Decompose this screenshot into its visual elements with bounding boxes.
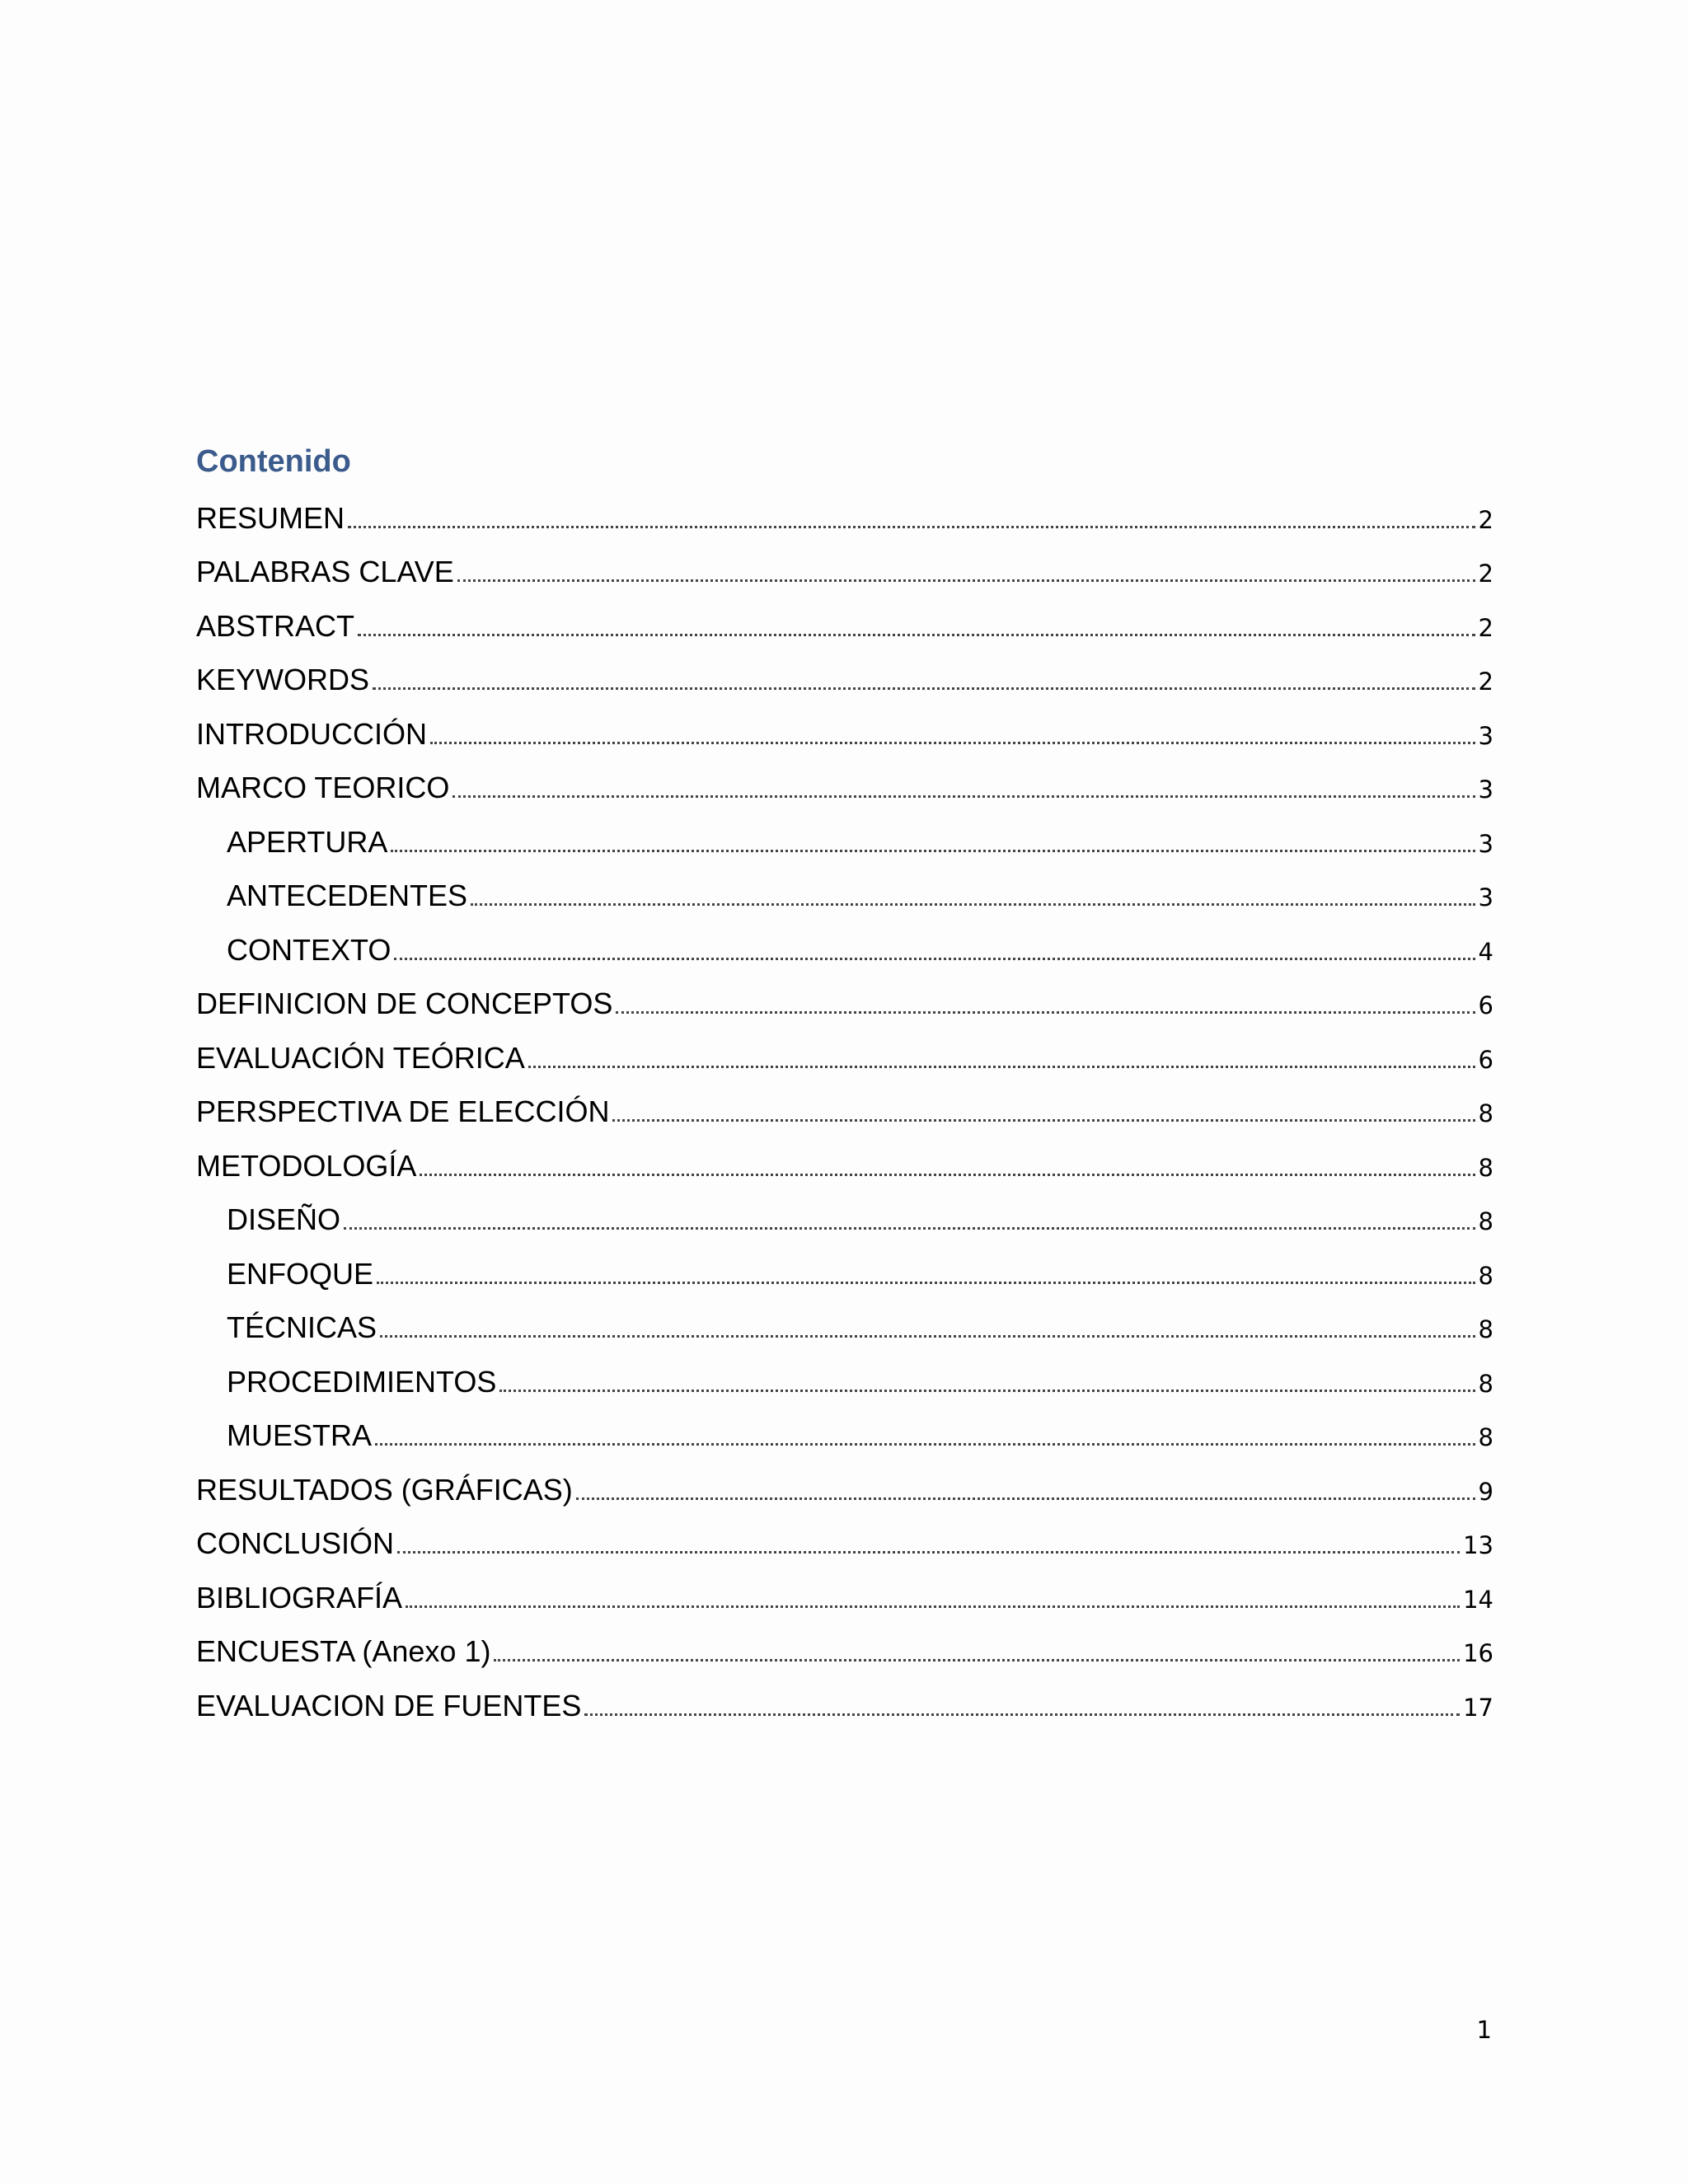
dot-leader <box>528 1066 1475 1068</box>
toc-entry-title: APERTURA <box>227 824 388 859</box>
toc-heading: Contenido <box>196 444 351 479</box>
toc-entry-page: 16 <box>1463 1639 1493 1667</box>
dot-leader <box>406 1605 1460 1608</box>
dot-leader <box>397 1551 1460 1554</box>
toc-entry-title: KEYWORDS <box>196 663 370 696</box>
toc-entry-title: CONCLUSIÓN <box>196 1526 395 1560</box>
dot-leader <box>584 1713 1460 1716</box>
toc-entry-page: 2 <box>1478 668 1493 696</box>
dot-leader <box>452 795 1475 798</box>
toc-entry-title: EVALUACIÓN TEÓRICA <box>196 1040 525 1075</box>
page-number: 1 <box>1476 2016 1492 2044</box>
dot-leader <box>499 1390 1475 1392</box>
toc-entry-title: MUESTRA <box>227 1418 373 1452</box>
toc-entry-encuesta[interactable] <box>196 1626 1493 1680</box>
toc-entry-page: 9 <box>1478 1477 1493 1506</box>
dot-leader <box>394 958 1475 960</box>
dot-leader <box>375 1443 1475 1446</box>
toc-entry-page: 3 <box>1478 829 1493 858</box>
dot-leader <box>494 1659 1460 1661</box>
dot-leader <box>471 903 1475 906</box>
toc-entry-evaluacion-teorica[interactable] <box>196 1032 1493 1086</box>
dot-leader <box>616 1011 1475 1014</box>
dot-leader <box>380 1335 1475 1338</box>
dot-leader <box>348 526 1475 528</box>
toc-entry-title: ANTECEDENTES <box>227 879 468 912</box>
dot-leader <box>377 1282 1475 1284</box>
toc-entry-page: 3 <box>1478 721 1493 750</box>
toc-entry-page: 8 <box>1478 1369 1493 1398</box>
toc-entry-page: 2 <box>1478 505 1493 534</box>
toc-entry-antecedentes[interactable] <box>196 870 1493 925</box>
toc-entry-page: 17 <box>1463 1693 1493 1722</box>
dot-leader <box>420 1174 1475 1176</box>
toc-entry-page: 2 <box>1478 613 1493 642</box>
toc-entry-title: DEFINICION DE CONCEPTOS <box>196 987 613 1020</box>
dot-leader <box>457 579 1475 582</box>
dot-leader <box>344 1227 1475 1230</box>
toc-entry-evaluacion-de-fuentes[interactable] <box>196 1680 1493 1734</box>
dot-leader <box>430 742 1475 744</box>
toc-entry-definicion-de-conceptos[interactable] <box>196 978 1493 1033</box>
toc-entry-keywords[interactable] <box>196 654 1493 709</box>
toc-entry-title: DISEÑO <box>227 1202 341 1236</box>
toc-entry-page: 3 <box>1478 883 1493 912</box>
toc-entry-perspectiva-de-eleccion[interactable] <box>196 1086 1493 1141</box>
toc-entry-title: ABSTRACT <box>196 608 355 643</box>
toc-entry-introduccion[interactable] <box>196 708 1493 762</box>
toc-entry-metodologia[interactable] <box>196 1140 1493 1194</box>
toc-entry-page: 8 <box>1478 1261 1493 1290</box>
table-of-contents <box>196 492 1493 1734</box>
toc-entry-title: TÉCNICAS <box>227 1310 377 1344</box>
toc-entry-abstract[interactable] <box>196 600 1493 654</box>
toc-entry-page: 8 <box>1478 1099 1493 1127</box>
toc-entry-palabras-clave[interactable] <box>196 546 1493 601</box>
toc-entry-enfoque[interactable] <box>196 1248 1493 1302</box>
toc-entry-title: MARCO TEORICO <box>196 771 450 804</box>
toc-entry-page: 14 <box>1463 1585 1493 1614</box>
dot-leader <box>358 634 1475 636</box>
toc-entry-page: 6 <box>1478 1045 1493 1074</box>
dot-leader <box>391 850 1475 852</box>
toc-entry-title: METODOLOGÍA <box>196 1148 417 1183</box>
toc-entry-title: RESULTADOS (GRÁFICAS) <box>196 1472 573 1507</box>
dot-leader <box>373 687 1475 690</box>
toc-entry-page: 8 <box>1478 1315 1493 1343</box>
toc-entry-title: EVALUACION DE FUENTES <box>196 1688 582 1722</box>
toc-entry-title: ENCUESTA (Anexo 1) <box>196 1634 491 1668</box>
toc-entry-title: PALABRAS CLAVE <box>196 555 454 588</box>
toc-entry-apertura[interactable] <box>196 816 1493 870</box>
dot-leader <box>612 1119 1475 1122</box>
toc-entry-page: 3 <box>1478 776 1493 804</box>
toc-entry-page: 6 <box>1478 991 1493 1019</box>
toc-entry-page: 13 <box>1463 1531 1493 1559</box>
toc-entry-page: 8 <box>1478 1153 1493 1182</box>
toc-entry-title: CONTEXTO <box>227 932 392 967</box>
toc-entry-page: 4 <box>1478 937 1493 966</box>
toc-entry-muestra[interactable] <box>196 1410 1493 1465</box>
toc-entry-title: PERSPECTIVA DE ELECCIÓN <box>196 1094 610 1128</box>
toc-entry-title: PROCEDIMIENTOS <box>227 1364 497 1399</box>
toc-entry-page: 8 <box>1478 1207 1493 1235</box>
toc-entry-resumen[interactable] <box>196 492 1493 546</box>
toc-entry-bibliografia[interactable] <box>196 1572 1493 1626</box>
toc-entry-marco-teorico[interactable] <box>196 762 1493 817</box>
toc-entry-title: ENFOQUE <box>227 1256 374 1291</box>
toc-entry-procedimientos[interactable] <box>196 1356 1493 1410</box>
dot-leader <box>576 1497 1475 1500</box>
toc-entry-page: 8 <box>1478 1423 1493 1451</box>
toc-entry-diseno[interactable] <box>196 1194 1493 1249</box>
toc-entry-resultados[interactable] <box>196 1464 1493 1518</box>
toc-entry-conclusion[interactable] <box>196 1518 1493 1572</box>
toc-entry-title: BIBLIOGRAFÍA <box>196 1580 403 1615</box>
toc-entry-page: 2 <box>1478 560 1493 588</box>
toc-entry-title: RESUMEN <box>196 500 345 535</box>
toc-entry-title: INTRODUCCIÓN <box>196 716 427 751</box>
toc-entry-contexto[interactable] <box>196 924 1493 978</box>
toc-entry-tecnicas[interactable] <box>196 1302 1493 1357</box>
